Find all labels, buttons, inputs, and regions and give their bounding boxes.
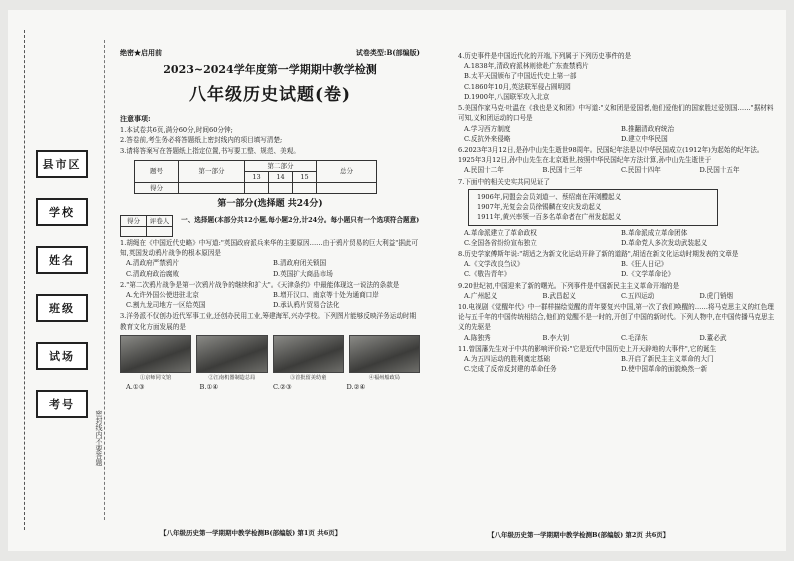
option: D.使中国革命的面貌焕然一新: [621, 365, 708, 374]
question-stem: 8.历史学家傅斯年说:"胡适之为新文化运动开辟了新的道路",胡适在新文化运动时期发表的文章是: [458, 249, 739, 258]
option: A.陈独秀: [464, 333, 491, 342]
side-note: 密封线内不要答题: [95, 410, 103, 466]
photo-row: [120, 335, 420, 373]
option: A.①③: [126, 382, 145, 391]
page-1: [120, 48, 420, 548]
option: C.完成了反帝反封建的革命任务: [464, 365, 557, 374]
option: A.为五四运动的胜利奠定基础: [464, 355, 550, 364]
question-8: [458, 249, 778, 280]
field-exam-number: 考号: [36, 390, 88, 418]
field-room: 试场: [36, 342, 88, 370]
material-line: 1907年,光复会会员徐锡麟在安庆发动起义: [477, 203, 602, 212]
part1-instruction-row: [120, 215, 420, 237]
option: A.广州起义: [464, 291, 498, 300]
question-stem: 11.曾国藩先生对于中共的影响评价说:"它是近代中国历史上开天辟地的大事件",它的诞生: [458, 344, 717, 353]
seal-line: [24, 30, 25, 530]
field-class: 班级: [36, 294, 88, 322]
photo-students: [273, 335, 344, 373]
option: A.允许外国公使进驻北京: [126, 291, 199, 300]
score-header-part1: 第一部分: [179, 160, 245, 182]
field-county: 县市区: [36, 150, 88, 178]
grader-table: [120, 215, 173, 237]
option: C.五四运动: [621, 291, 655, 300]
seal-line-inner: [104, 40, 105, 520]
subject-title: 八年级历史试题(卷): [188, 84, 352, 105]
photo-jiangnan-arsenal: [196, 335, 267, 373]
grader-label: 评卷人: [147, 215, 173, 226]
question-5: [458, 103, 778, 144]
exam-sheet: [8, 10, 786, 551]
footer-left: 【八年级历史第一学期期中教学检测B(部编版) 第1页 共6页】: [160, 528, 342, 537]
option: D.英国扩大商品市场: [273, 269, 333, 278]
photo-caption: ④福州船政局: [368, 374, 400, 381]
question-stem: 9.20世纪初,中国迎来了新的曙光。下列事件是中国新民主主义革命开端的是: [458, 281, 680, 290]
material-line: 1911年,黄兴率领一百多名革命者在广州发起起义: [477, 213, 622, 222]
question-7: [458, 177, 778, 248]
option: B.推翻清政府统治: [621, 124, 675, 133]
option: B.革命派成立革命团体: [621, 228, 688, 237]
header-line: [120, 48, 420, 59]
score-col: 14: [269, 171, 293, 182]
option: C.全国各省纷纷宣布独立: [464, 238, 537, 247]
option: A.1838年,清政府派林则徐赴广东查禁鸦片: [464, 62, 589, 71]
question-11: [458, 344, 778, 375]
photo-fuzhou-shipyard: [349, 335, 420, 373]
question-stem: 2."第二次鸦片战争是第一次鸦片战争的继续和扩大"。《天津条约》中最能体现这一说法的条款是: [120, 280, 400, 289]
score-row-label: 得分: [135, 182, 179, 193]
notes-heading: 注意事项:: [120, 114, 151, 124]
photo-captions: [120, 374, 420, 382]
option: A.清政府严禁鸦片: [126, 259, 180, 268]
score-table: [134, 160, 377, 194]
score-col: 13: [245, 171, 269, 182]
option: D.②④: [346, 382, 366, 391]
option: C.②③: [273, 382, 292, 391]
option: C.割九龙司地方一区给英国: [126, 301, 206, 310]
photo-tongwenguan: [120, 335, 191, 373]
option: D.民国十五年: [699, 166, 740, 175]
question-stem: 10.电视剧《觉醒年代》中一群样描绘觉醒的青年要复兴中国,第一次了我们唤醒的……将马克思主义的红色理论与五千年的中国传统相结合,他们的觉醒不是一时的,开创了中国的新时代。下列人物中,在中国传播马克思主义的先驱是: [458, 303, 775, 332]
option: B.开启了新民主主义革命的大门: [621, 355, 714, 364]
option: C.《敬告青年》: [464, 270, 511, 279]
question-10: [458, 302, 778, 343]
option: B.①④: [199, 382, 219, 391]
question-9: [458, 281, 778, 301]
score-header-item: 题号: [135, 160, 179, 182]
score-header-part2: 第二部分: [245, 160, 317, 171]
option: B.武昌起义: [542, 291, 576, 300]
photo-caption: ①京师同文馆: [140, 374, 172, 381]
material-line: 1906年,同盟会会员刘道一、蔡绍南在萍浏醴起义: [477, 192, 622, 201]
option: A.革命派建立了革命政权: [464, 228, 537, 237]
field-school: 学校: [36, 198, 88, 226]
photo-caption: ②江南机器制造总局: [208, 374, 256, 381]
option: A.学习西方制度: [464, 124, 511, 133]
page-2: [458, 50, 778, 550]
option: C.反抗外来侵略: [464, 134, 511, 143]
note-item: 3.请将答案写在答题纸上指定位置,书写要工整、规范、美观。: [120, 146, 300, 155]
option: D.承认鸦片贸易合法化: [273, 301, 340, 310]
photo-caption: ③首批留美幼童: [289, 374, 327, 381]
option: D.《文学革命论》: [621, 270, 675, 279]
option: C.1860年10月,英法联军侵占圆明园: [464, 82, 571, 91]
score-col: 15: [293, 171, 317, 182]
exam-title: 2023~2024学年度第一学期期中教学检测: [163, 62, 377, 76]
part1-instruction: 一、选择题(本部分共12小题,每小题2分,计24分。每小题只有一个选项符合题意): [181, 215, 420, 224]
option: D.1900年,八国联军攻入北京: [464, 92, 550, 101]
note-item: 2.答卷前,考生务必将答题纸上密封线内的项目填写清楚;: [120, 136, 283, 145]
question-stem: 6.2023年3月12日,是孙中山先生逝世98周年。民国纪年法是以中华民国成立(1912年)为起始的纪年法。1925年3月12日,孙中山先生在北京逝世,按照中华民国纪年方法计算,孙中山先生逝世于: [458, 145, 764, 165]
question-stem: 5.美国作家马克·吐温在《我也是义和团》中写道:"义和团是爱国者,他们爱他们的国家胜过爱别国……"据材料可知,义和团运动的口号是: [458, 104, 774, 123]
paper-type: 试卷类型:B(部编版): [355, 48, 420, 57]
question-6: [458, 145, 778, 176]
option: B.民国十三年: [542, 166, 583, 175]
question-stem: 7.下面中的相关史实共同见证了: [458, 177, 551, 186]
option: C.毛泽东: [621, 333, 648, 342]
secret-mark: 绝密★启用前: [120, 48, 162, 57]
option: B.清政府闭关锁国: [273, 259, 327, 268]
material-box: [468, 189, 718, 226]
option: D.董必武: [699, 333, 727, 342]
grader-score-label: 得分: [121, 215, 147, 226]
option: B.增开汉口、南京等十处为通商口岸: [273, 291, 379, 300]
score-header-total: 总分: [317, 160, 377, 182]
option: A.民国十二年: [464, 166, 504, 175]
option: B.太平天国颁布了中国近代史上第一部: [464, 72, 577, 81]
option: D.建立中华民国: [621, 134, 668, 143]
option: C.清政府政治腐败: [126, 269, 180, 278]
option: A.《文学改良刍议》: [464, 260, 524, 269]
question-3: [120, 311, 420, 392]
option: C.民国十四年: [621, 166, 661, 175]
option: B.《狂人日记》: [621, 260, 668, 269]
question-stem: 1.胡绳在《中国近代史略》中写道:"英国政府派兵来华的主要原因……由于鸦片贸易的巨大利益"据此可知,英国发动鸦片战争的根本原因是: [120, 238, 419, 258]
option: D.革命党人多次发动武装起义: [621, 238, 708, 247]
field-name: 姓名: [36, 246, 88, 274]
binding-margin: [8, 10, 118, 551]
footer-right: 【八年级历史第一学期期中教学检测B(部编版) 第2页 共6页】: [488, 530, 670, 539]
question-1: [120, 238, 420, 279]
question-stem: 4.历史事件是中国近代化的开端,下列属于下列历史事件的是: [458, 52, 632, 60]
option: B.李大钊: [542, 333, 570, 342]
question-4: [458, 51, 778, 102]
question-2: [120, 280, 420, 311]
part1-title: 第一部分(选择题 共24分): [217, 198, 323, 209]
note-item: 1.本试卷共6页,满分60分,时间60分钟;: [120, 126, 233, 135]
question-stem: 3.洋务派不仅创办近代军事工业,还创办民用工业,筹建海军,兴办学校。下列图片能够反映洋务运动时期教育文化方面发展的是: [120, 312, 417, 331]
option: D.虎门销烟: [699, 291, 734, 300]
